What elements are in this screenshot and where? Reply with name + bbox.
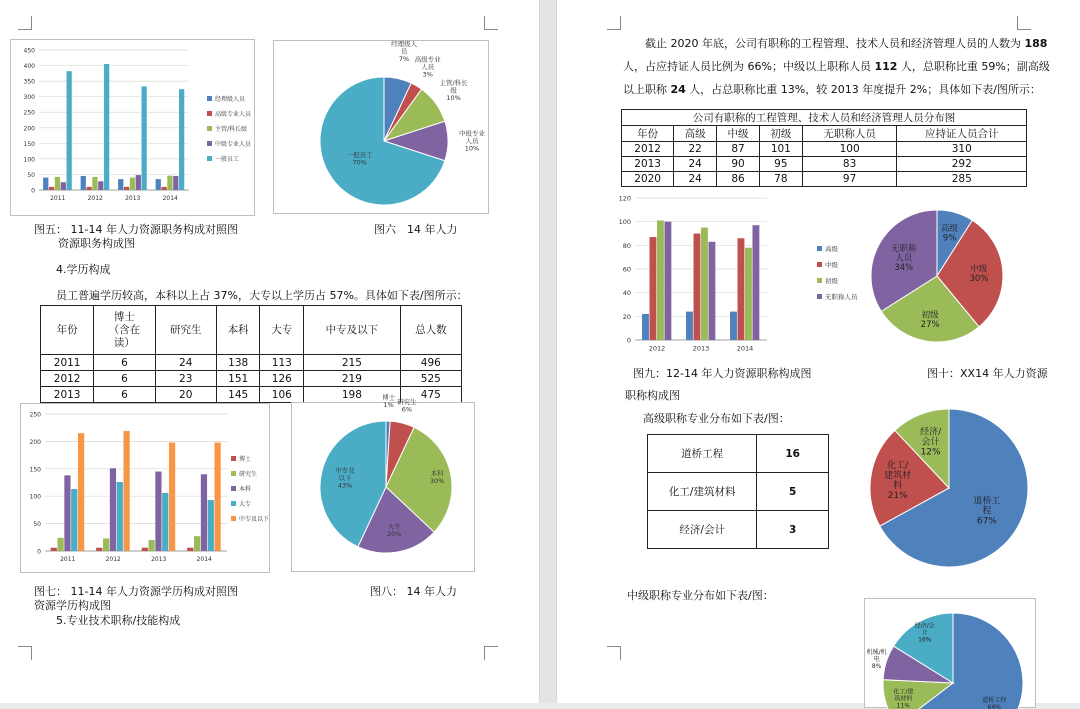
y-tick-label: 150 bbox=[23, 140, 35, 148]
pie-label: 博士 1% bbox=[382, 393, 396, 409]
x-tick-label: 2012 bbox=[648, 344, 666, 353]
pie-label: 化工/建筑材料 11% bbox=[893, 688, 914, 709]
bar bbox=[142, 86, 147, 190]
x-tick-label: 2012 bbox=[105, 556, 121, 563]
title-table bbox=[621, 109, 1027, 187]
legend-swatch bbox=[207, 111, 212, 116]
x-tick-label: 2014 bbox=[736, 344, 754, 353]
table-header-cell: 中级 bbox=[717, 126, 760, 142]
table-cell: 3 bbox=[757, 511, 829, 549]
senior-intro: 高级职称专业分布如下表/图： bbox=[643, 412, 790, 425]
bar bbox=[156, 179, 161, 190]
fig10-pie-chart bbox=[857, 200, 1057, 350]
legend-swatch bbox=[817, 262, 822, 267]
table-header-cell: 博士 （含在 读） bbox=[94, 306, 155, 355]
pie-label: 经济/会计 12% bbox=[920, 427, 942, 458]
pie-label: 高级 9% bbox=[941, 223, 959, 244]
legend-swatch bbox=[231, 456, 236, 461]
table-cell: 496 bbox=[400, 355, 461, 371]
y-tick-label: 50 bbox=[27, 171, 35, 179]
x-tick-label: 2014 bbox=[162, 195, 178, 202]
table-cell: 106 bbox=[260, 387, 304, 403]
pie-label: 化工/建筑材料 21% bbox=[884, 460, 912, 501]
middle-pie-chart-box bbox=[864, 598, 1036, 708]
pie-label: 高级专业人员 3% bbox=[414, 55, 441, 79]
table-cell: 215 bbox=[304, 355, 401, 371]
bar bbox=[43, 178, 48, 190]
legend-swatch bbox=[231, 501, 236, 506]
right-page bbox=[556, 0, 1080, 709]
y-tick-label: 400 bbox=[23, 63, 35, 71]
intro-paragraph: 截止 2020 年底，公司有职称的工程管理、技术人员和经济管理人员的人数为 188 人，占应持证人员比例为 66%；中级以上职称人员 112 人，总职称比重 59%；副高级以上职称 24 人，占总职称比重 13%，较 2013 年度提升 2%；具体如下表/图所示： bbox=[623, 37, 1050, 96]
table-header-cell: 中专及以下 bbox=[304, 306, 401, 355]
legend-swatch bbox=[207, 141, 212, 146]
table-cell: 6 bbox=[94, 371, 155, 387]
legend-label: 研究生 bbox=[239, 471, 258, 478]
y-tick-label: 0 bbox=[626, 336, 631, 345]
table-row bbox=[41, 355, 462, 371]
bar bbox=[117, 482, 123, 551]
bar bbox=[86, 187, 91, 190]
x-tick-label: 2014 bbox=[196, 556, 212, 563]
table-header-cell: 高级 bbox=[674, 126, 717, 142]
y-tick-label: 100 bbox=[23, 156, 35, 164]
fig10-caption: 图十：XX14 年人力资源 bbox=[927, 367, 1048, 380]
pie-label: 道桥工程 64% bbox=[982, 696, 1007, 709]
legend-swatch bbox=[231, 471, 236, 476]
pie-label: 中级专业人员 10% bbox=[459, 129, 485, 153]
y-tick-label: 80 bbox=[622, 241, 631, 250]
bar bbox=[64, 475, 70, 551]
bar bbox=[78, 433, 84, 551]
y-tick-label: 350 bbox=[23, 78, 35, 86]
bar bbox=[161, 187, 166, 190]
edu-intro: 员工普遍学历较高，本科以上占 37%，大专以上学历占 57%。具体如下表/图所示： bbox=[56, 289, 468, 302]
table-cell: 2012 bbox=[41, 371, 94, 387]
senior-table bbox=[647, 434, 829, 549]
fig9-bar-chart bbox=[617, 192, 858, 364]
senior-pie-chart-box bbox=[857, 400, 1037, 575]
legend-label: 高级专业人员 bbox=[215, 111, 252, 118]
y-tick-label: 120 bbox=[618, 194, 631, 203]
fig9-chart bbox=[617, 192, 858, 364]
y-tick-label: 0 bbox=[31, 187, 35, 195]
bar bbox=[745, 248, 752, 340]
fig7-caption-cont: 资源学历构成图 bbox=[34, 599, 111, 612]
pie-label: 一般员工 70% bbox=[346, 151, 373, 167]
bar bbox=[214, 442, 220, 551]
title-table-caption: 公司有职称的工程管理、技术人员和经济管理人员分布图 bbox=[622, 110, 1027, 126]
legend-label: 高级 bbox=[825, 245, 838, 253]
pie-label: 主管/科长级 10% bbox=[439, 79, 468, 103]
page-gutter bbox=[540, 0, 556, 703]
middle-pie-chart bbox=[865, 599, 1037, 709]
y-tick-label: 150 bbox=[29, 466, 41, 474]
table-cell: 86 bbox=[717, 172, 760, 187]
legend-label: 初级 bbox=[825, 277, 838, 285]
senior-pie-chart bbox=[857, 400, 1037, 575]
left-page bbox=[0, 0, 540, 703]
bar bbox=[58, 538, 64, 551]
fig8-caption: 图八： 14 年人力 bbox=[370, 585, 457, 598]
pie-label: 大专 20% bbox=[387, 522, 402, 539]
y-tick-label: 100 bbox=[29, 493, 41, 501]
fig6-pie-chart bbox=[274, 41, 490, 215]
bar bbox=[104, 64, 109, 190]
bar bbox=[136, 175, 141, 190]
bar bbox=[130, 178, 135, 190]
table-header-cell: 无职称人员 bbox=[802, 126, 897, 142]
y-tick-label: 250 bbox=[23, 109, 35, 117]
bar bbox=[162, 493, 168, 551]
legend-swatch bbox=[231, 516, 236, 521]
bar bbox=[694, 234, 701, 341]
crop-mark bbox=[18, 16, 32, 30]
table-cell: 20 bbox=[155, 387, 216, 403]
table-header-cell: 年份 bbox=[622, 126, 674, 142]
x-tick-label: 2013 bbox=[692, 344, 710, 353]
bar bbox=[173, 176, 178, 190]
table-cell: 24 bbox=[674, 157, 717, 172]
bar bbox=[187, 548, 193, 551]
crop-mark bbox=[484, 16, 498, 30]
table-row bbox=[648, 435, 829, 473]
bar bbox=[142, 548, 148, 551]
bar bbox=[664, 222, 671, 340]
legend-swatch bbox=[817, 294, 822, 299]
bar bbox=[155, 472, 161, 551]
x-tick-label: 2013 bbox=[125, 195, 141, 202]
crop-mark bbox=[18, 646, 32, 660]
y-tick-label: 50 bbox=[33, 521, 41, 529]
table-cell: 22 bbox=[674, 142, 717, 157]
bar bbox=[124, 187, 129, 190]
bar bbox=[194, 536, 200, 551]
crop-mark bbox=[607, 16, 621, 30]
bar bbox=[67, 71, 72, 190]
bar bbox=[96, 548, 102, 551]
table-cell: 90 bbox=[717, 157, 760, 172]
table-cell: 83 bbox=[802, 157, 897, 172]
table-cell: 道桥工程 bbox=[648, 435, 757, 473]
y-tick-label: 0 bbox=[37, 548, 41, 556]
bar bbox=[110, 468, 116, 551]
pie-label: 中级 30% bbox=[969, 264, 989, 284]
table-header-row bbox=[622, 126, 1027, 142]
table-cell: 219 bbox=[304, 371, 401, 387]
table-row bbox=[622, 172, 1027, 187]
table-header-cell: 初级 bbox=[759, 126, 802, 142]
bar bbox=[51, 548, 57, 551]
x-tick-label: 2012 bbox=[87, 195, 103, 202]
table-cell: 138 bbox=[216, 355, 260, 371]
legend-label: 大专 bbox=[239, 501, 252, 508]
table-header-cell: 应持证人员合计 bbox=[897, 126, 1027, 142]
section-5-title: 5.专业技术职称/技能构成 bbox=[56, 614, 181, 627]
bar bbox=[118, 179, 123, 190]
crop-mark bbox=[484, 646, 498, 660]
crop-mark bbox=[1017, 16, 1031, 30]
pie-label: 道桥工程 67% bbox=[973, 496, 1001, 527]
table-cell: 87 bbox=[717, 142, 760, 157]
bar bbox=[149, 540, 155, 551]
table-cell: 285 bbox=[897, 172, 1027, 187]
table-cell: 95 bbox=[759, 157, 802, 172]
legend-swatch bbox=[207, 156, 212, 161]
table-cell: 475 bbox=[400, 387, 461, 403]
fig10-caption-cont: 职称构成图 bbox=[625, 389, 680, 402]
bar bbox=[169, 442, 175, 551]
table-header-cell: 研究生 bbox=[155, 306, 216, 355]
legend-swatch bbox=[207, 126, 212, 131]
table-header-cell: 大专 bbox=[260, 306, 304, 355]
table-cell: 113 bbox=[260, 355, 304, 371]
edu-table bbox=[40, 305, 462, 403]
y-tick-label: 100 bbox=[618, 218, 631, 227]
bar bbox=[650, 237, 657, 340]
fig5-caption: 图五： 11-14 年人力资源职务构成对照图 bbox=[34, 223, 238, 236]
table-row bbox=[622, 157, 1027, 172]
table-cell: 2012 bbox=[622, 142, 674, 157]
y-tick-label: 20 bbox=[622, 312, 631, 321]
bar bbox=[167, 176, 172, 190]
pie-label: 初级 27% bbox=[920, 310, 940, 331]
legend-label: 主管/科长级 bbox=[215, 126, 248, 133]
bar bbox=[179, 89, 184, 190]
table-row bbox=[648, 511, 829, 549]
bar bbox=[71, 489, 77, 551]
bar bbox=[103, 538, 109, 551]
pie-label: 经济/会计 16% bbox=[914, 622, 935, 644]
table-row bbox=[41, 371, 462, 387]
y-tick-label: 200 bbox=[29, 438, 41, 446]
table-cell: 100 bbox=[802, 142, 897, 157]
fig9-caption: 图九：12-14 年人力资源职称构成图 bbox=[633, 367, 812, 380]
table-cell: 2011 bbox=[41, 355, 94, 371]
bar bbox=[201, 474, 207, 551]
table-cell: 97 bbox=[802, 172, 897, 187]
x-tick-label: 2013 bbox=[151, 556, 167, 563]
pie-label: 经理级人员 7% bbox=[391, 39, 418, 63]
bar bbox=[61, 182, 66, 190]
table-cell: 6 bbox=[94, 387, 155, 403]
table-cell: 6 bbox=[94, 355, 155, 371]
fig7-caption: 图七： 11-14 年人力资源学历构成对照图 bbox=[34, 585, 238, 598]
table-cell: 198 bbox=[304, 387, 401, 403]
y-tick-label: 450 bbox=[23, 47, 35, 55]
table-cell: 16 bbox=[757, 435, 829, 473]
fig5-chart bbox=[10, 39, 255, 216]
fig5-bar-chart bbox=[11, 40, 256, 217]
table-cell: 78 bbox=[759, 172, 802, 187]
table-cell: 2013 bbox=[41, 387, 94, 403]
y-tick-label: 40 bbox=[622, 289, 631, 298]
y-tick-label: 200 bbox=[23, 125, 35, 133]
bar bbox=[98, 181, 103, 190]
x-tick-label: 2011 bbox=[60, 556, 76, 563]
y-tick-label: 300 bbox=[23, 94, 35, 102]
bar bbox=[730, 312, 737, 340]
bar bbox=[642, 314, 649, 340]
legend-label: 经理级人员 bbox=[215, 96, 246, 103]
table-cell: 310 bbox=[897, 142, 1027, 157]
bar bbox=[49, 187, 54, 190]
bar bbox=[657, 220, 664, 340]
table-cell: 24 bbox=[674, 172, 717, 187]
table-cell: 化工/建筑材料 bbox=[648, 473, 757, 511]
table-cell: 292 bbox=[897, 157, 1027, 172]
legend-swatch bbox=[207, 96, 212, 101]
table-cell: 525 bbox=[400, 371, 461, 387]
table-cell: 101 bbox=[759, 142, 802, 157]
bar bbox=[752, 225, 759, 340]
table-header-cell: 本科 bbox=[216, 306, 260, 355]
table-header-cell: 总人数 bbox=[400, 306, 461, 355]
legend-label: 一般员工 bbox=[215, 156, 240, 163]
table-row bbox=[622, 142, 1027, 157]
bar bbox=[686, 312, 693, 340]
fig6-caption: 图六 14 年人力 bbox=[374, 223, 458, 236]
legend-label: 中级 bbox=[825, 261, 838, 269]
bar bbox=[92, 177, 97, 190]
legend-swatch bbox=[817, 246, 822, 251]
bar bbox=[738, 238, 745, 340]
legend-label: 博士 bbox=[239, 456, 252, 463]
fig5-caption-cont: 资源职务构成图 bbox=[58, 237, 135, 250]
y-tick-label: 60 bbox=[622, 265, 631, 274]
pie-label: 无职称人员 34% bbox=[890, 244, 917, 274]
legend-swatch bbox=[231, 486, 236, 491]
bar bbox=[55, 177, 60, 190]
table-cell: 2020 bbox=[622, 172, 674, 187]
table-header-cell: 年份 bbox=[41, 306, 94, 355]
table-cell: 145 bbox=[216, 387, 260, 403]
bar bbox=[708, 242, 715, 340]
fig7-bar-chart bbox=[21, 404, 271, 574]
middle-intro: 中级职称专业分布如下表/图： bbox=[627, 589, 774, 602]
pie-label: 中专及以下 43% bbox=[335, 466, 355, 490]
section-4-title: 4.学历构成 bbox=[56, 263, 111, 276]
crop-mark bbox=[607, 646, 621, 660]
legend-label: 中专及以下 bbox=[239, 516, 270, 523]
table-cell: 24 bbox=[155, 355, 216, 371]
pie-label: 研究生 6% bbox=[397, 398, 417, 414]
bar bbox=[123, 431, 129, 551]
table-header-row bbox=[41, 306, 462, 355]
table-cell: 151 bbox=[216, 371, 260, 387]
legend-label: 无职称人员 bbox=[825, 293, 858, 301]
table-cell: 23 bbox=[155, 371, 216, 387]
fig10-chart bbox=[857, 200, 1057, 350]
x-tick-label: 2011 bbox=[50, 195, 66, 202]
table-cell: 经济/会计 bbox=[648, 511, 757, 549]
y-tick-label: 250 bbox=[29, 411, 41, 419]
legend-label: 本科 bbox=[239, 486, 252, 493]
table-row bbox=[648, 473, 829, 511]
legend-swatch bbox=[817, 278, 822, 283]
table-cell: 126 bbox=[260, 371, 304, 387]
table-cell: 5 bbox=[757, 473, 829, 511]
bar bbox=[81, 176, 86, 190]
bar bbox=[701, 228, 708, 340]
pie-label: 本科 30% bbox=[429, 469, 445, 486]
pie-label: 机械/机电 8% bbox=[866, 649, 887, 671]
bar bbox=[208, 500, 214, 551]
fig7-chart bbox=[20, 403, 270, 573]
table-cell: 2013 bbox=[622, 157, 674, 172]
fig6-chart bbox=[273, 40, 489, 214]
legend-label: 中级专业人员 bbox=[215, 141, 252, 148]
